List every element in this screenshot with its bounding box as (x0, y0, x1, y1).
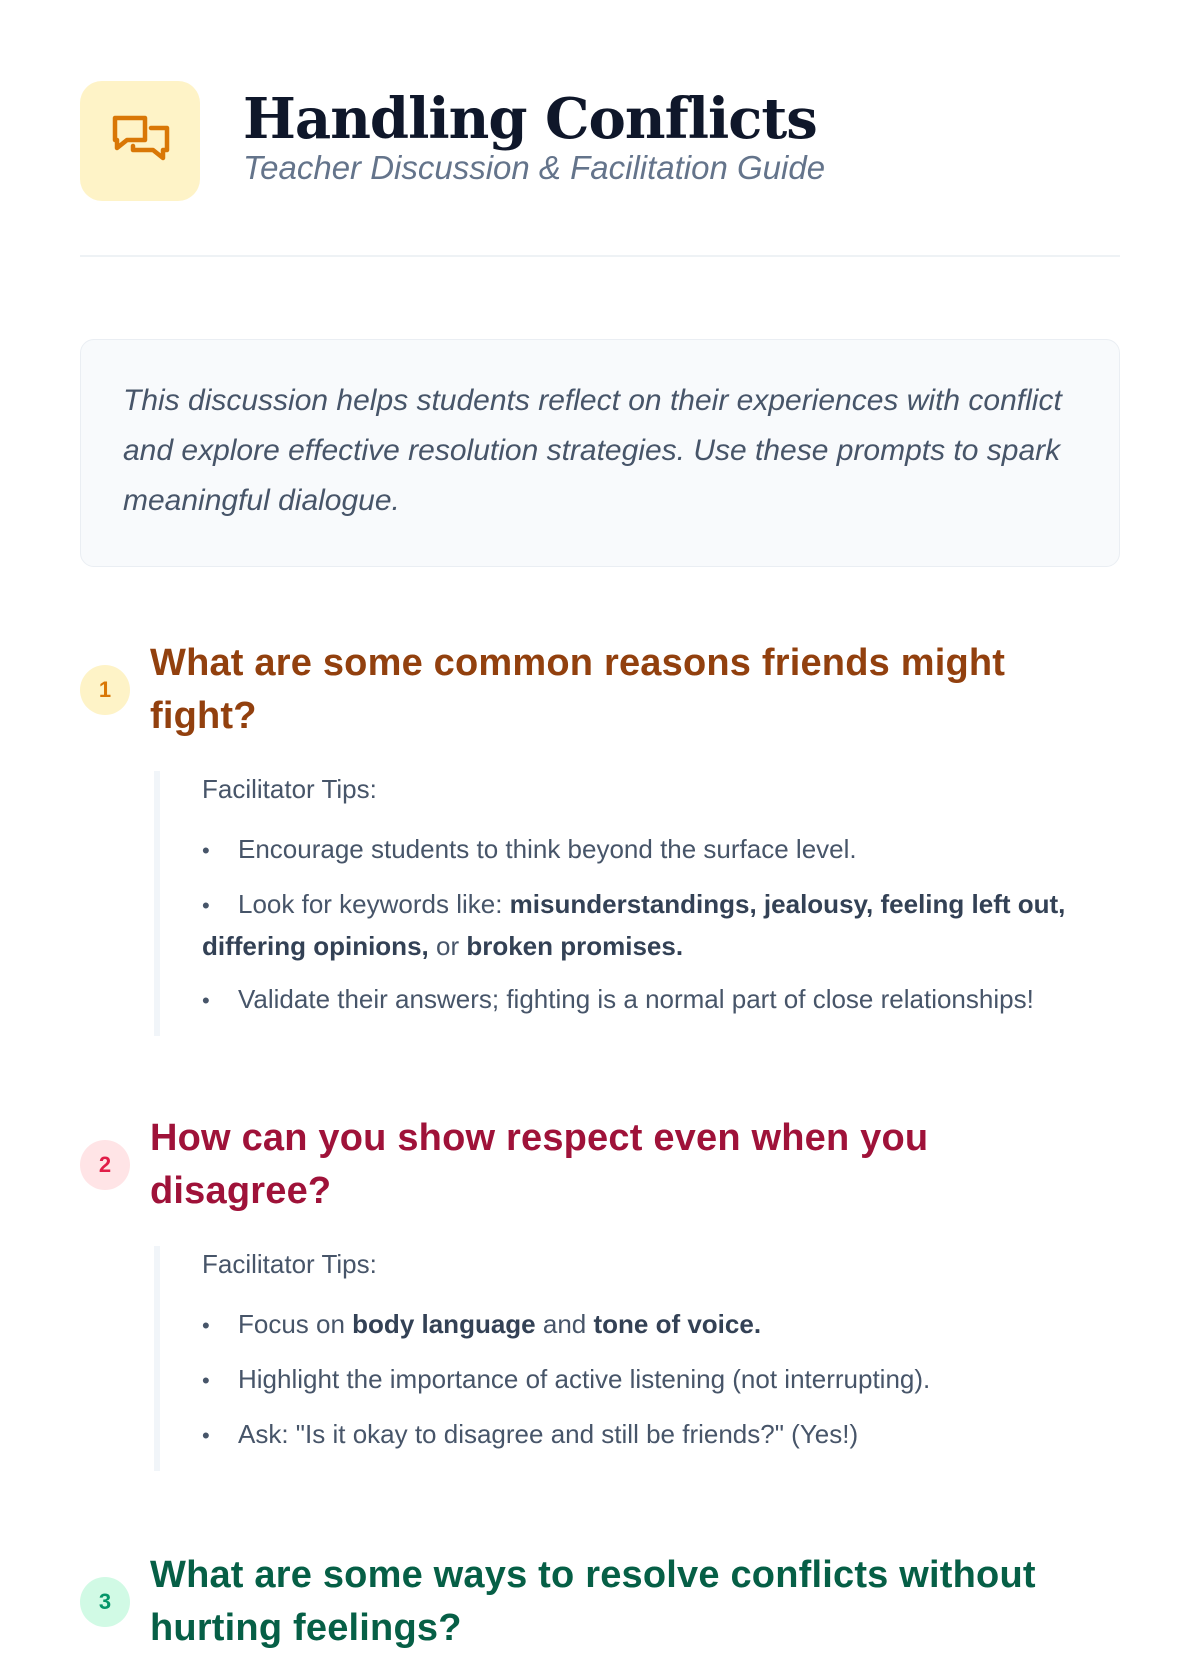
page-title: Handling Conflicts (243, 86, 817, 152)
bullet-icon: • (202, 1423, 210, 1448)
tips-list (202, 829, 1120, 1021)
header-divider (80, 255, 1120, 257)
question-header (80, 1549, 1120, 1655)
tip-keyword: misunderstandings, jealousy, feeling left out, differing opinions, (202, 889, 1066, 961)
intro-box (80, 339, 1120, 567)
tip-text: and (535, 1309, 594, 1339)
bullet-icon: • (202, 1313, 210, 1338)
chat-bubbles-icon (80, 81, 200, 201)
question-header (80, 1112, 1120, 1218)
tip-text: Validate their answers; fighting is a normal part of close relationships! (238, 984, 1034, 1014)
page-subtitle: Teacher Discussion & Facilitation Guide (243, 149, 826, 186)
tips-list (202, 1304, 1120, 1456)
facilitator-tips (154, 1246, 1120, 1471)
intro-text: This discussion helps students reflect on their experiences with conflict and explore effective resolution strategies. Use these prompts to spark meaningful dialogue. (123, 384, 1062, 517)
tip-text: Highlight the importance of active listening (not interrupting). (238, 1364, 931, 1394)
tip-item (202, 884, 1120, 966)
question-number-badge: 3 (80, 1577, 130, 1627)
tip-item (202, 979, 1120, 1021)
bullet-icon: • (202, 838, 210, 863)
tips-label: Facilitator Tips: (202, 774, 377, 804)
tip-item (202, 1304, 1120, 1346)
facilitator-tips (154, 771, 1120, 1036)
tip-keyword: body language (352, 1309, 536, 1339)
bullet-icon: • (202, 893, 210, 918)
tip-text: Encourage students to think beyond the surface level. (238, 834, 857, 864)
tips-label: Facilitator Tips: (202, 1249, 377, 1279)
bullet-icon: • (202, 1368, 210, 1393)
tip-keyword: broken promises. (466, 931, 684, 961)
question-number-badge: 2 (80, 1140, 130, 1190)
question-1 (80, 637, 1120, 1036)
question-header (80, 637, 1120, 743)
tip-keyword: tone of voice. (593, 1309, 762, 1339)
question-number-badge: 1 (80, 665, 130, 715)
question-title: How can you show respect even when you disagree? (150, 1117, 929, 1212)
tip-text: Look for keywords like: (238, 889, 510, 919)
question-title: What are some ways to resolve conflicts without hurting feelings? (150, 1554, 1036, 1649)
tip-item (202, 829, 1120, 871)
tip-text: Focus on (238, 1309, 353, 1339)
question-title: What are some common reasons friends might fight? (150, 642, 1006, 737)
question-2 (80, 1112, 1120, 1471)
tip-text: Ask: "Is it okay to disagree and still be friends?" (Yes!) (238, 1419, 859, 1449)
page-header (80, 81, 1120, 201)
header-text (243, 86, 825, 188)
tip-item (202, 1414, 1120, 1456)
bullet-icon: • (202, 988, 210, 1013)
tip-item (202, 1359, 1120, 1401)
question-3 (80, 1549, 1120, 1655)
tip-text: or (428, 931, 467, 961)
